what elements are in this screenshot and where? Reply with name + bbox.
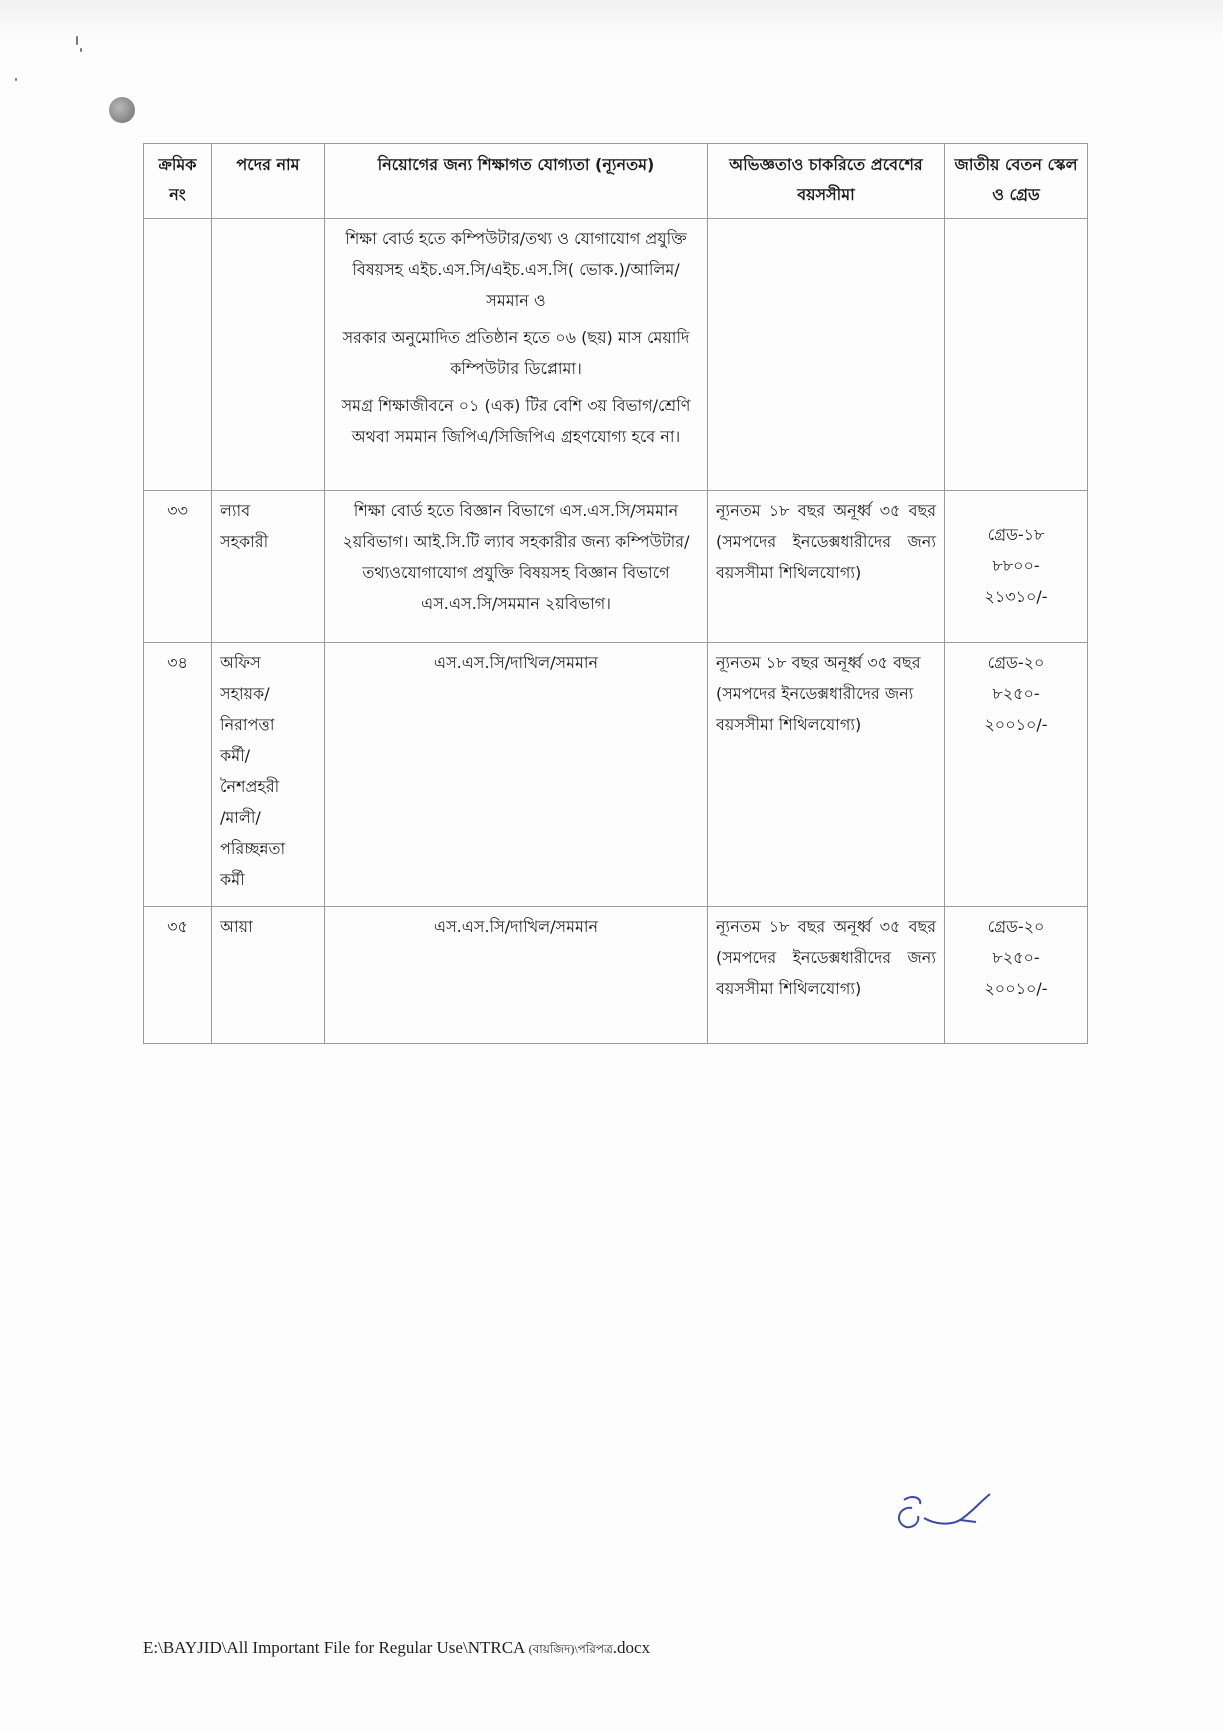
scan-speck [15, 78, 17, 81]
file-path-extension: .docx [612, 1638, 651, 1657]
grade-cell [945, 219, 1088, 491]
handwritten-signature [890, 1480, 1000, 1554]
age-cell [708, 491, 945, 643]
education-cell [325, 907, 708, 1044]
age-cell [708, 219, 945, 491]
grade-line: ২০০১০/- [984, 979, 1048, 998]
table-header [144, 144, 1088, 219]
post-name-line: নিরাপত্তা [220, 715, 275, 734]
header-post-name: পদের নাম [212, 144, 325, 219]
education-text: শিক্ষা বোর্ড হতে বিজ্ঞান বিভাগে এস.এস.সি/সমমান ২য়বিভাগ। আই.সি.টি ল্যাব সহকারীর জন্য কম্পিউটার/তথ্যওযোগাযোগ প্রযুক্তি বিষয়সহ বিজ্ঞান বিভাগে এস.এস.সি/সমমান ২য়বিভাগ। [342, 501, 690, 613]
table-row [144, 219, 1088, 491]
age-text: ন্যূনতম ১৮ বছর অনূর্ধ্ব ৩৫ বছর (সমপদের ইনডেক্সধারীদের জন্য বয়সসীমা শিথিলযোগ্য) [716, 653, 921, 734]
post-name-line: সহায়ক/ [220, 684, 270, 703]
grade-line: গ্রেড-২০ [987, 653, 1045, 672]
age-cell [708, 907, 945, 1044]
scan-edge [0, 0, 1223, 40]
file-path-main: E:\BAYJID\All Important File for Regular Use\NTRCA [143, 1638, 529, 1657]
post-cell [212, 643, 325, 907]
serial-cell [144, 219, 212, 491]
grade-line: ২১৩১০/- [984, 587, 1048, 606]
post-name-line: আয়া [220, 917, 253, 936]
table-row [144, 491, 1088, 643]
age-cell [708, 643, 945, 907]
grade-cell [945, 643, 1088, 907]
education-text: শিক্ষা বোর্ড হতে কম্পিউটার/তথ্য ও যোগাযোগ প্রযুক্তি বিষয়সহ এইচ.এস.সি/এইচ.এস.সি( ভোক.)/আলিম/সমমান ও [345, 229, 687, 310]
post-cell [212, 491, 325, 643]
grade-cell [945, 491, 1088, 643]
header-row [144, 144, 1088, 219]
grade-line: ৮২৫০- [992, 684, 1040, 703]
header-education: নিয়োগের জন্য শিক্ষাগত যোগ্যতা (ন্যূনতম) [325, 144, 708, 219]
grade-line: ৮৮০০- [992, 556, 1040, 575]
post-name-line: নৈশপ্রহরী [220, 777, 280, 796]
serial-cell: ৩৪ [144, 643, 212, 907]
header-serial: ক্রমিক নং [144, 144, 212, 219]
education-text: সরকার অনুমোদিত প্রতিষ্ঠান হতে ০৬ (ছয়) মাস মেয়াদি কম্পিউটার ডিপ্লোমা। [342, 328, 690, 378]
header-age-limit: অভিজ্ঞতাও চাকরিতে প্রবেশের বয়সসীমা [708, 144, 945, 219]
education-text: সমগ্র শিক্ষাজীবনে ০১ (এক) টির বেশি ৩য় বিভাগ/শ্রেণি অথবা সমমান জিপিএ/সিজিপিএ গ্রহণযোগ্য হবে না। [341, 396, 691, 446]
post-name-line: ল্যাব [220, 501, 251, 520]
signature-drawing [890, 1480, 1000, 1550]
file-path-footer [143, 1638, 1043, 1661]
header-pay-grade: জাতীয় বেতন স্কেল ও গ্রেড [945, 144, 1088, 219]
education-cell [325, 219, 708, 491]
scan-speck [80, 48, 82, 52]
file-path-bangla: (বায়জিদ)\পরিপত্র [528, 1642, 613, 1656]
post-name-line: কর্মী/ [220, 746, 251, 765]
grade-line: গ্রেড-১৮ [987, 525, 1045, 544]
education-cell [325, 643, 708, 907]
post-name-line: পরিচ্ছন্নতা [220, 839, 286, 858]
punch-hole [109, 97, 135, 123]
serial-cell: ৩৫ [144, 907, 212, 1044]
education-cell [325, 491, 708, 643]
grade-cell [945, 907, 1088, 1044]
grade-line: ৮২৫০- [992, 948, 1040, 967]
scan-speck [76, 36, 78, 45]
post-name-line: সহকারী [220, 532, 269, 551]
education-text: এস.এস.সি/দাখিল/সমমান [433, 653, 599, 672]
post-name-line: /মালী/ [220, 808, 261, 827]
table-row [144, 643, 1088, 907]
education-text: এস.এস.সি/দাখিল/সমমান [433, 917, 599, 936]
serial-cell: ৩৩ [144, 491, 212, 643]
table-row [144, 907, 1088, 1044]
age-text: ন্যূনতম ১৮ বছর অনূর্ধ্ব ৩৫ বছর (সমপদের ইনডেক্সধারীদের জন্য বয়সসীমা শিথিলযোগ্য) [716, 917, 936, 998]
grade-line: ২০০১০/- [984, 715, 1048, 734]
grade-line: গ্রেড-২০ [987, 917, 1045, 936]
recruitment-table [143, 143, 1088, 1044]
age-text: ন্যূনতম ১৮ বছর অনূর্ধ্ব ৩৫ বছর (সমপদের ইনডেক্সধারীদের জন্য বয়সসীমা শিথিলযোগ্য) [716, 501, 936, 582]
post-name-line: অফিস [220, 653, 261, 672]
post-cell [212, 907, 325, 1044]
post-cell [212, 219, 325, 491]
post-name-line: কর্মী [220, 870, 245, 889]
